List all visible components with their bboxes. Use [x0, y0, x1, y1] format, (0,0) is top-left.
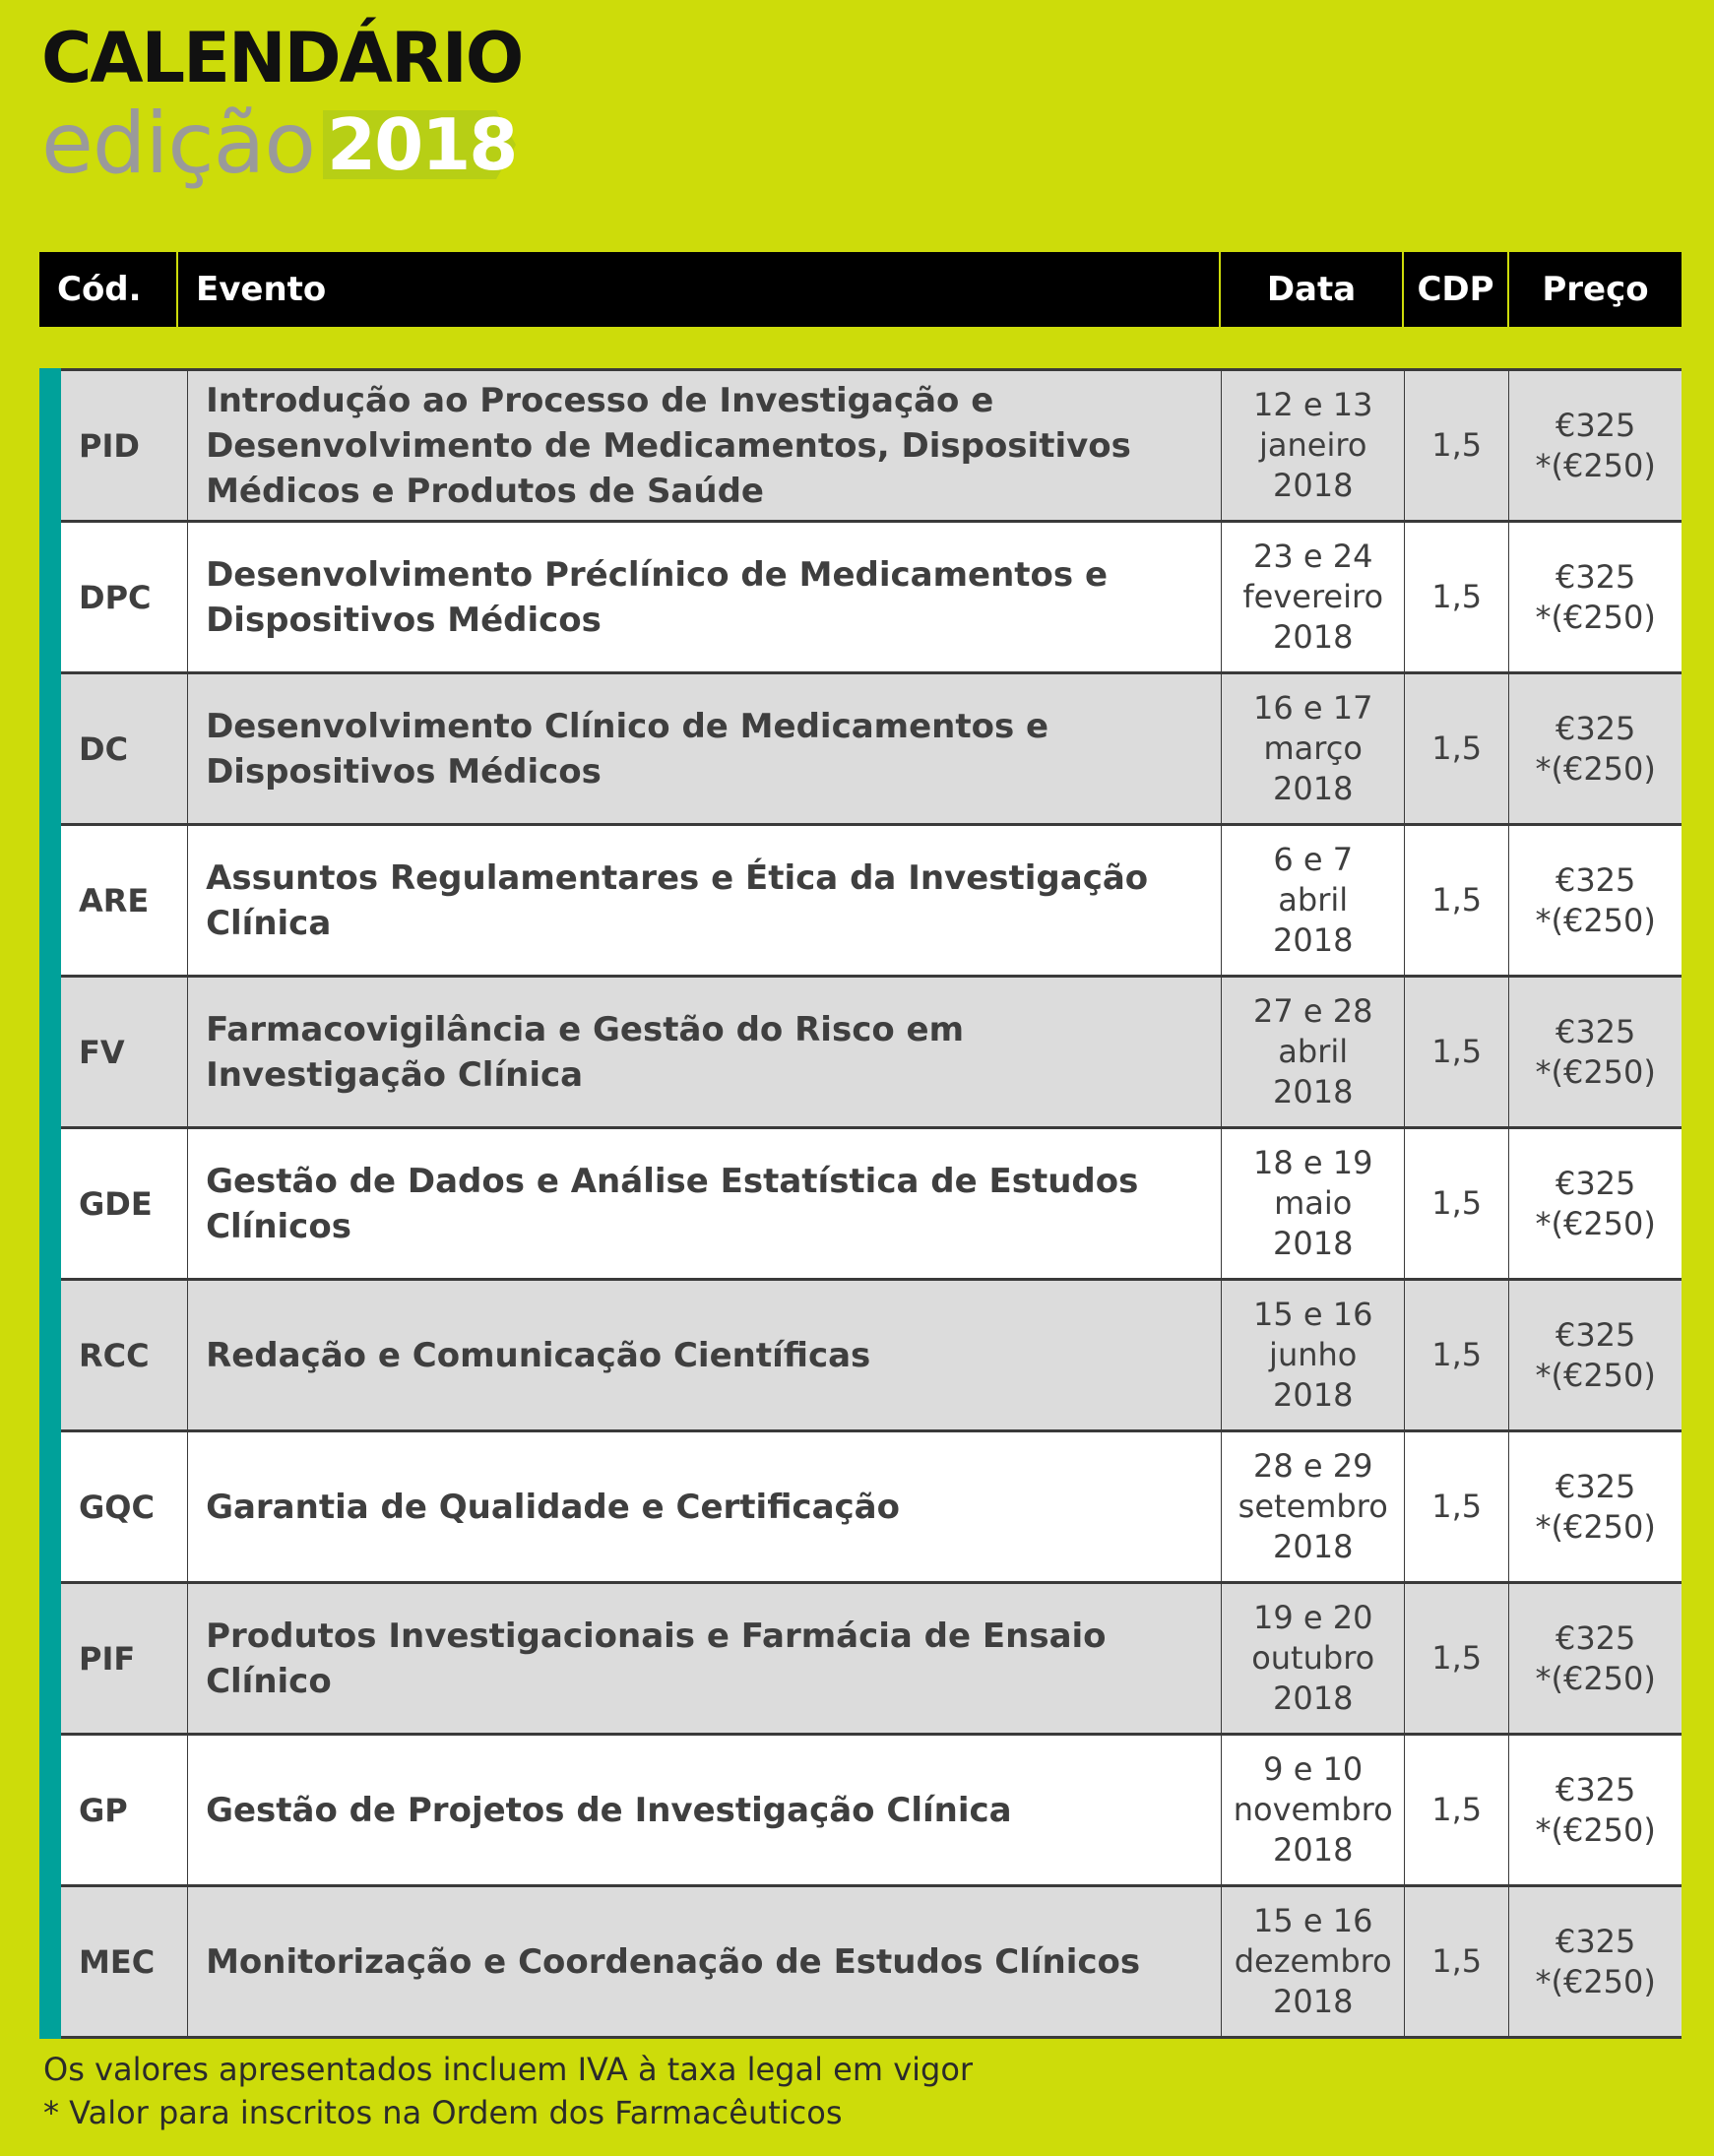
- price-member: *(€250): [1535, 1356, 1656, 1394]
- course-price: [1509, 825, 1682, 977]
- course-date: [1222, 370, 1405, 522]
- page-title: CALENDÁRIO: [41, 18, 523, 98]
- course-cdp: 1,5: [1405, 977, 1509, 1128]
- course-title: Desenvolvimento Clínico de Medicamentos e Dispositivos Médicos: [188, 673, 1222, 825]
- price-regular: €325: [1555, 406, 1636, 444]
- course-date: [1222, 1280, 1405, 1431]
- course-title: Gestão de Projetos de Investigação Clínica: [188, 1735, 1222, 1886]
- date-days: 15 e 16: [1252, 1296, 1373, 1333]
- course-price: [1509, 1280, 1682, 1431]
- date-month: fevereiro: [1242, 578, 1384, 615]
- price-regular: €325: [1555, 1770, 1636, 1808]
- course-title: Assuntos Regulamentares e Ética da Investigação Clínica: [188, 825, 1222, 977]
- course-date: [1222, 673, 1405, 825]
- price-regular: €325: [1555, 557, 1636, 596]
- price-member: *(€250): [1535, 1052, 1656, 1091]
- table-row: [50, 673, 1682, 825]
- date-days: 15 e 16: [1252, 1902, 1373, 1939]
- course-title: Farmacovigilância e Gestão do Risco em Investigação Clínica: [188, 977, 1222, 1128]
- date-days: 27 e 28: [1252, 992, 1373, 1030]
- course-price: [1509, 1431, 1682, 1583]
- course-cdp: 1,5: [1405, 1583, 1509, 1735]
- date-year: 2018: [1272, 1225, 1354, 1262]
- course-date: [1222, 977, 1405, 1128]
- table-row: [50, 1583, 1682, 1735]
- course-title: Desenvolvimento Préclínico de Medicamentos e Dispositivos Médicos: [188, 522, 1222, 673]
- price-member: *(€250): [1535, 1507, 1656, 1546]
- course-code: DC: [50, 673, 188, 825]
- course-cdp: 1,5: [1405, 825, 1509, 977]
- price-regular: €325: [1555, 709, 1636, 747]
- price-regular: €325: [1555, 1012, 1636, 1050]
- course-code: PIF: [50, 1583, 188, 1735]
- course-code: GP: [50, 1735, 188, 1886]
- price-member: *(€250): [1535, 1962, 1656, 2000]
- edition-row: [41, 95, 522, 193]
- price-member: *(€250): [1535, 1204, 1656, 1242]
- date-year: 2018: [1272, 618, 1354, 656]
- course-code: GDE: [50, 1128, 188, 1280]
- date-month: abril: [1278, 1033, 1349, 1070]
- course-title: Produtos Investigacionais e Farmácia de Ensaio Clínico: [188, 1583, 1222, 1735]
- col-header-event: Evento: [177, 252, 1220, 327]
- table-row: [50, 1280, 1682, 1431]
- date-days: 16 e 17: [1252, 689, 1373, 727]
- course-code: FV: [50, 977, 188, 1128]
- table-row: [50, 370, 1682, 522]
- edition-year: 2018: [327, 103, 517, 186]
- course-date: [1222, 825, 1405, 977]
- price-regular: €325: [1555, 1922, 1636, 1960]
- date-month: junho: [1269, 1336, 1358, 1373]
- date-days: 12 e 13: [1252, 386, 1373, 423]
- course-code: ARE: [50, 825, 188, 977]
- price-member: *(€250): [1535, 901, 1656, 939]
- edition-year-tag: [323, 103, 517, 186]
- course-price: [1509, 977, 1682, 1128]
- table-header: [39, 252, 1682, 327]
- course-cdp: 1,5: [1405, 1735, 1509, 1886]
- table-row: [50, 1886, 1682, 2038]
- price-regular: €325: [1555, 1618, 1636, 1657]
- course-price: [1509, 1128, 1682, 1280]
- date-year: 2018: [1272, 770, 1354, 807]
- date-year: 2018: [1272, 467, 1354, 504]
- table-row: [50, 1128, 1682, 1280]
- date-days: 23 e 24: [1252, 538, 1373, 575]
- table-row: [50, 1735, 1682, 1886]
- date-year: 2018: [1272, 1983, 1354, 2020]
- edition-label: edição: [41, 95, 315, 193]
- course-code: GQC: [50, 1431, 188, 1583]
- date-year: 2018: [1272, 1680, 1354, 1717]
- date-month: outubro: [1251, 1639, 1375, 1677]
- course-cdp: 1,5: [1405, 370, 1509, 522]
- course-title: Gestão de Dados e Análise Estatística de Estudos Clínicos: [188, 1128, 1222, 1280]
- course-price: [1509, 673, 1682, 825]
- course-date: [1222, 1735, 1405, 1886]
- table-row: [50, 522, 1682, 673]
- course-cdp: 1,5: [1405, 1280, 1509, 1431]
- schedule-table: [39, 368, 1682, 2039]
- course-cdp: 1,5: [1405, 1886, 1509, 2038]
- date-days: 9 e 10: [1263, 1750, 1364, 1788]
- course-price: [1509, 1583, 1682, 1735]
- course-cdp: 1,5: [1405, 1128, 1509, 1280]
- course-cdp: 1,5: [1405, 673, 1509, 825]
- date-year: 2018: [1272, 1073, 1354, 1110]
- course-price: [1509, 370, 1682, 522]
- price-member: *(€250): [1535, 446, 1656, 484]
- member-price-note: * Valor para inscritos na Ordem dos Farmacêuticos: [43, 2094, 843, 2131]
- course-cdp: 1,5: [1405, 522, 1509, 673]
- col-header-code: Cód.: [39, 252, 177, 327]
- table-row: [50, 1431, 1682, 1583]
- date-days: 28 e 29: [1252, 1447, 1373, 1485]
- price-member: *(€250): [1535, 1810, 1656, 1849]
- date-days: 6 e 7: [1273, 841, 1354, 878]
- price-member: *(€250): [1535, 598, 1656, 636]
- course-code: DPC: [50, 522, 188, 673]
- course-date: [1222, 1583, 1405, 1735]
- date-month: maio: [1274, 1184, 1353, 1222]
- date-month: abril: [1278, 881, 1349, 919]
- course-title: Garantia de Qualidade e Certificação: [188, 1431, 1222, 1583]
- table-row: [50, 825, 1682, 977]
- date-days: 19 e 20: [1252, 1599, 1373, 1636]
- date-month: março: [1263, 729, 1363, 767]
- date-month: setembro: [1238, 1488, 1388, 1525]
- date-year: 2018: [1272, 1376, 1354, 1414]
- course-date: [1222, 1128, 1405, 1280]
- price-member: *(€250): [1535, 1659, 1656, 1697]
- date-year: 2018: [1272, 921, 1354, 959]
- course-code: MEC: [50, 1886, 188, 2038]
- header-row: [39, 252, 1682, 327]
- date-days: 18 e 19: [1252, 1144, 1373, 1181]
- footnotes: [43, 2048, 973, 2134]
- date-year: 2018: [1272, 1528, 1354, 1565]
- title-block: [41, 18, 523, 193]
- course-date: [1222, 1431, 1405, 1583]
- course-date: [1222, 1886, 1405, 2038]
- date-month: janeiro: [1259, 426, 1367, 464]
- price-regular: €325: [1555, 1467, 1636, 1505]
- date-year: 2018: [1272, 1831, 1354, 1869]
- course-title: Introdução ao Processo de Investigação e Desenvolvimento de Medicamentos, Dispositivos Médicos e Produtos de Saúde: [188, 370, 1222, 522]
- course-price: [1509, 1886, 1682, 2038]
- price-regular: €325: [1555, 1164, 1636, 1202]
- course-date: [1222, 522, 1405, 673]
- course-cdp: 1,5: [1405, 1431, 1509, 1583]
- price-member: *(€250): [1535, 749, 1656, 788]
- col-header-date: Data: [1220, 252, 1403, 327]
- vat-note: Os valores apresentados incluem IVA à taxa legal em vigor: [43, 2051, 974, 2088]
- course-title: Redação e Comunicação Científicas: [188, 1280, 1222, 1431]
- course-price: [1509, 1735, 1682, 1886]
- col-header-cdp: CDP: [1403, 252, 1508, 327]
- table-row: [50, 977, 1682, 1128]
- date-month: dezembro: [1234, 1942, 1392, 1980]
- course-price: [1509, 522, 1682, 673]
- price-regular: €325: [1555, 860, 1636, 899]
- course-title: Monitorização e Coordenação de Estudos Clínicos: [188, 1886, 1222, 2038]
- course-code: RCC: [50, 1280, 188, 1431]
- col-header-price: Preço: [1508, 252, 1682, 327]
- price-regular: €325: [1555, 1315, 1636, 1354]
- date-month: novembro: [1233, 1791, 1393, 1828]
- course-code: PID: [50, 370, 188, 522]
